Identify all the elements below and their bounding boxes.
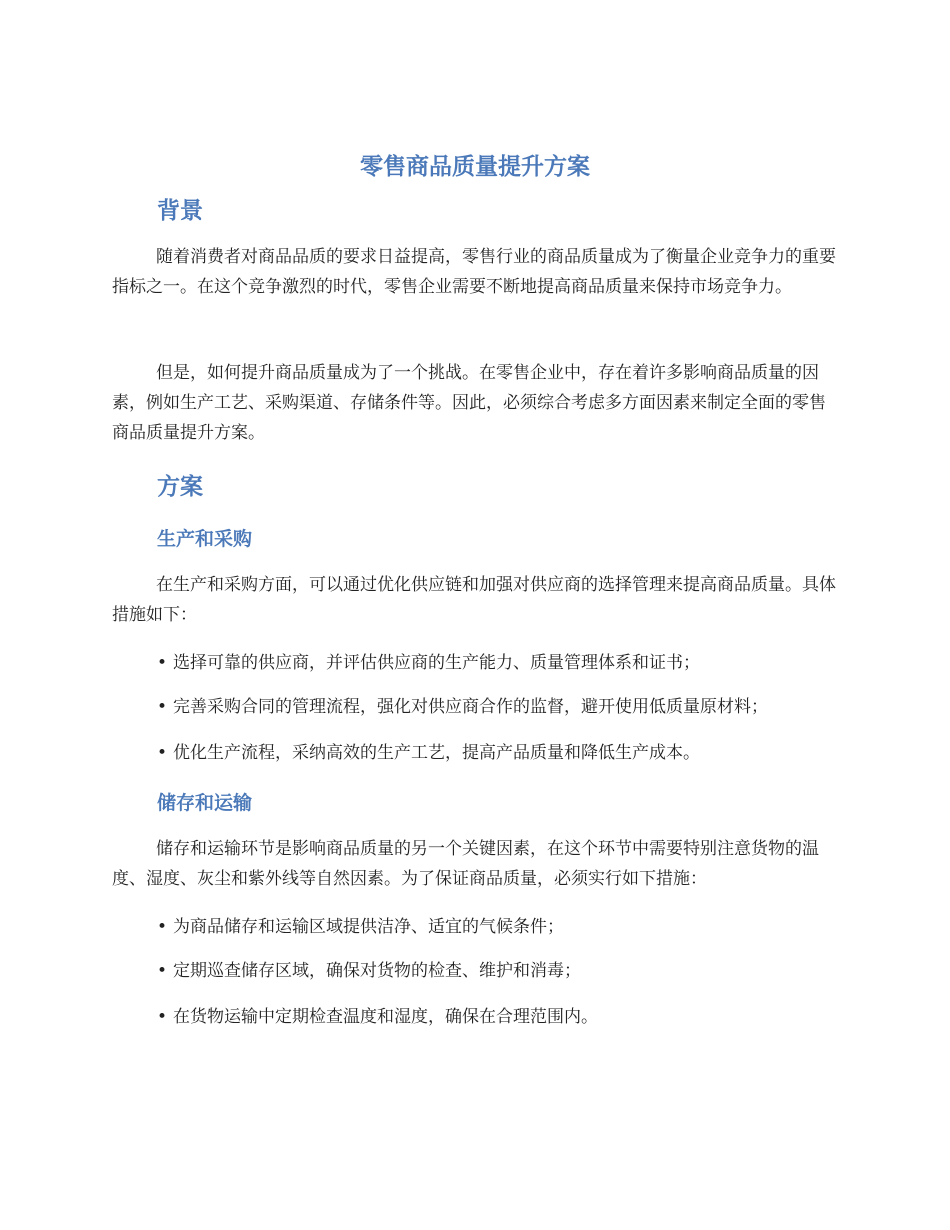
- production-bullet-1: [157, 648, 847, 678]
- bullet-dot-icon: •: [157, 653, 168, 673]
- bullet-dot-icon: •: [157, 917, 168, 937]
- production-bullet-2-text: 完善采购合同的管理流程，强化对供应商合作的监督，避开使用低质量原材料；: [173, 697, 769, 717]
- background-paragraph-1: 随着消费者对商品品质的要求日益提高，零售行业的商品质量成为了衡量企业竞争力的重要指标之一。在这个竞争激烈的时代，零售企业需要不断地提高商品质量来保持市场竞争力。: [112, 247, 836, 297]
- storage-bullet-2: [157, 956, 847, 986]
- background-paragraph-2: 但是，如何提升商品质量成为了一个挑战。在零售企业中，存在着许多影响商品质量的因素，例如生产工艺、采购渠道、存储条件等。因此，必须综合考虑多方面因素来制定全面的零售商品质量提升方案。: [112, 363, 826, 443]
- storage-bullet-1: [157, 912, 847, 942]
- production-bullet-3: [157, 738, 847, 768]
- storage-bullet-3-text: 在货物运输中定期检查温度和湿度，确保在合理范围内。: [173, 1007, 599, 1027]
- production-bullet-2: [157, 692, 847, 722]
- production-bullet-3-text: 优化生产流程，采纳高效的生产工艺，提高产品质量和降低生产成本。: [173, 743, 701, 763]
- subsection-heading-production: 生产和采购: [157, 528, 253, 550]
- bullet-dot-icon: •: [157, 743, 168, 763]
- storage-bullet-1-text: 为商品储存和运输区域提供洁净、适宜的气候条件；: [173, 917, 565, 937]
- storage-bullet-3: [157, 1002, 847, 1032]
- page-title: 零售商品质量提升方案: [360, 154, 590, 180]
- bullet-dot-icon: •: [157, 961, 168, 981]
- subsection-heading-storage: 储存和运输: [157, 792, 253, 814]
- production-intro-paragraph: 在生产和采购方面，可以通过优化供应链和加强对供应商的选择管理来提高商品质量。具体措施如下：: [112, 575, 836, 625]
- bullet-dot-icon: •: [157, 697, 168, 717]
- bullet-dot-icon: •: [157, 1007, 168, 1027]
- storage-bullet-2-text: 定期巡查储存区域，确保对货物的检查、维护和消毒；: [173, 961, 582, 981]
- storage-intro-paragraph: 储存和运输环节是影响商品质量的另一个关键因素，在这个环节中需要特别注意货物的温度、湿度、灰尘和紫外线等自然因素。为了保证商品质量，必须实行如下措施：: [112, 839, 819, 889]
- section-heading-plan: 方案: [157, 474, 203, 500]
- section-heading-background: 背景: [157, 198, 203, 224]
- production-bullet-1-text: 选择可靠的供应商，并评估供应商的生产能力、质量管理体系和证书；: [173, 653, 701, 673]
